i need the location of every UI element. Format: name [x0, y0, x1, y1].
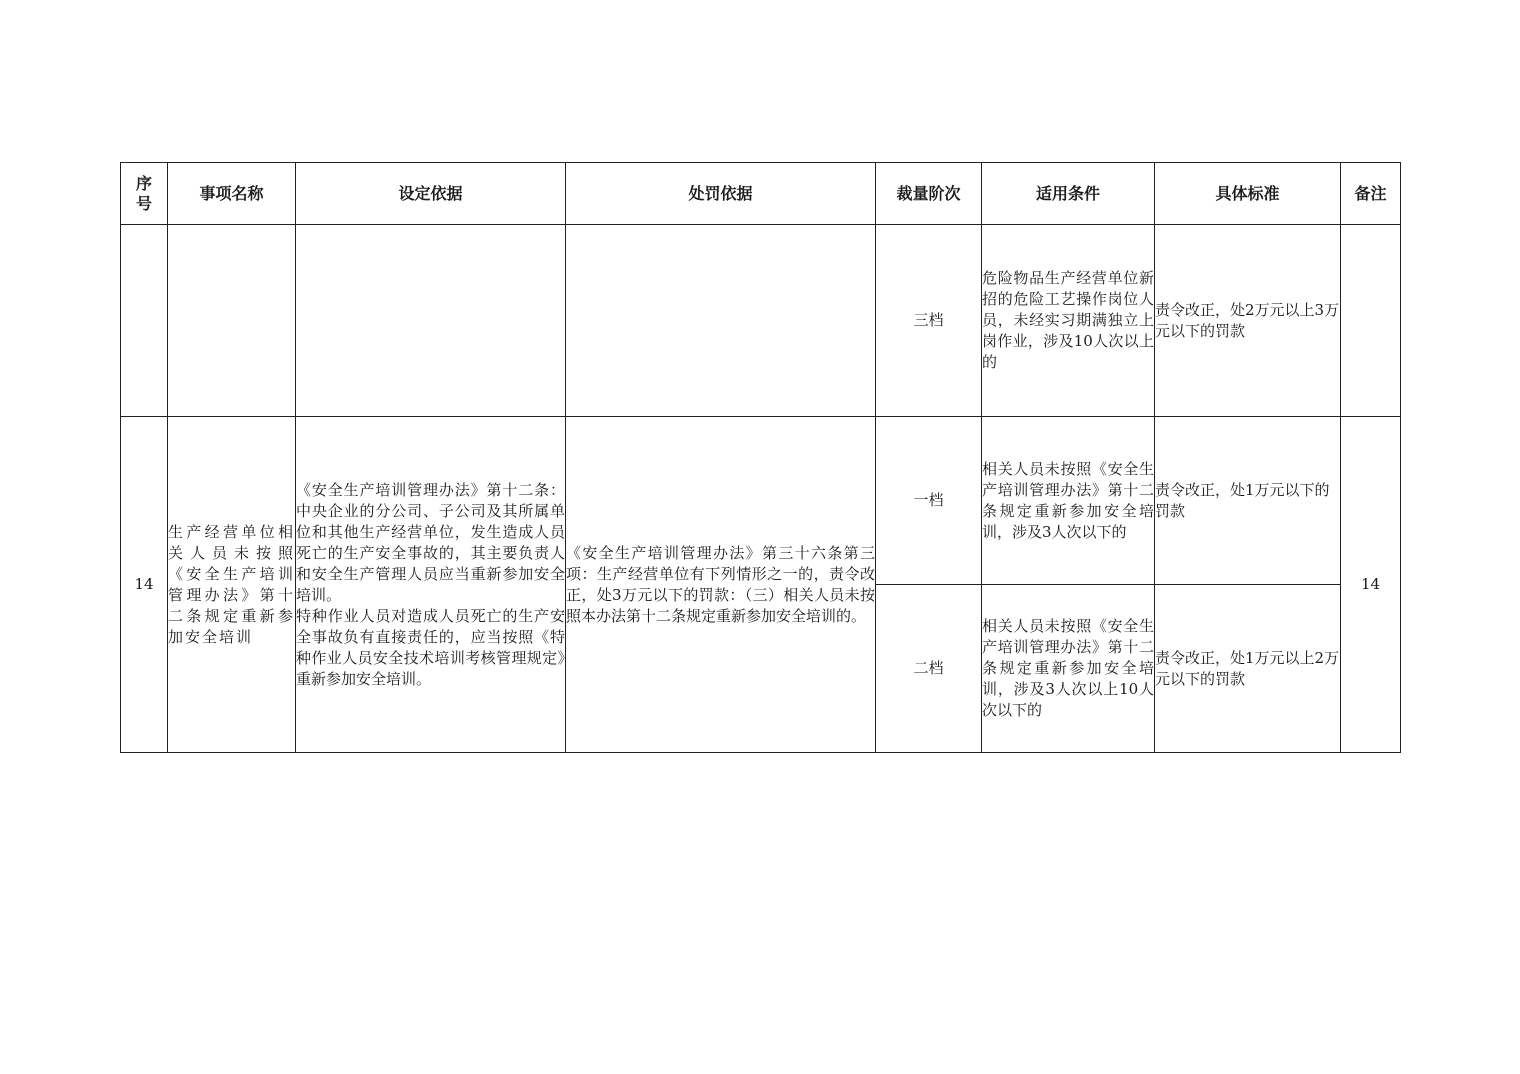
condition-cell: 危险物品生产经营单位新招的危险工艺操作岗位人员，未经实习期满独立上岗作业，涉及10人次以上的 — [982, 225, 1155, 417]
standard-cell: 责令改正，处1万元以下的罚款 — [1155, 417, 1341, 585]
remark-cell — [1341, 225, 1401, 417]
seq-cell: 14 — [121, 417, 168, 753]
remark-cell: 14 — [1341, 417, 1401, 753]
header-condition: 适用条件 — [982, 163, 1155, 225]
basis-penalty-cell — [566, 225, 876, 417]
item-name-cell: 生产经营单位相关人员未按照《安全生产培训管理办法》第十二条规定重新参加安全培训 — [168, 417, 296, 753]
condition-cell: 相关人员未按照《安全生产培训管理办法》第十二条规定重新参加安全培训，涉及3人次以上10人次以下的 — [982, 585, 1155, 753]
header-standard: 具体标准 — [1155, 163, 1341, 225]
condition-cell: 相关人员未按照《安全生产培训管理办法》第十二条规定重新参加安全培训，涉及3人次以下的 — [982, 417, 1155, 585]
header-seq: 序号 — [121, 163, 168, 225]
table-row — [121, 225, 1401, 417]
item-name-cell — [168, 225, 296, 417]
header-basis-penalty: 处罚依据 — [566, 163, 876, 225]
standard-cell: 责令改正，处2万元以上3万元以下的罚款 — [1155, 225, 1341, 417]
level-cell: 二档 — [876, 585, 982, 753]
table-header-row — [121, 163, 1401, 225]
basis-set-cell: 《安全生产培训管理办法》第十二条：中央企业的分公司、子公司及其所属单位和其他生产经营单位，发生造成人员死亡的生产安全事故的，其主要负责人和安全生产管理人员应当重新参加安全培训。 特种作业人员对造成人员死亡的生产安全事故负有直接责任的，应当按照《特种作业人员安全技术培训考核管理规定》重新参加安全培训。 — [296, 417, 566, 753]
table-row — [121, 417, 1401, 585]
seq-cell — [121, 225, 168, 417]
level-cell: 三档 — [876, 225, 982, 417]
header-level: 裁量阶次 — [876, 163, 982, 225]
header-remark: 备注 — [1341, 163, 1401, 225]
penalty-discretion-table — [120, 162, 1401, 753]
basis-set-cell — [296, 225, 566, 417]
header-basis-set: 设定依据 — [296, 163, 566, 225]
header-item-name: 事项名称 — [168, 163, 296, 225]
basis-penalty-cell: 《安全生产培训管理办法》第三十六条第三项：生产经营单位有下列情形之一的，责令改正，处3万元以下的罚款：（三）相关人员未按照本办法第十二条规定重新参加安全培训的。 — [566, 417, 876, 753]
level-cell: 一档 — [876, 417, 982, 585]
standard-cell: 责令改正，处1万元以上2万元以下的罚款 — [1155, 585, 1341, 753]
